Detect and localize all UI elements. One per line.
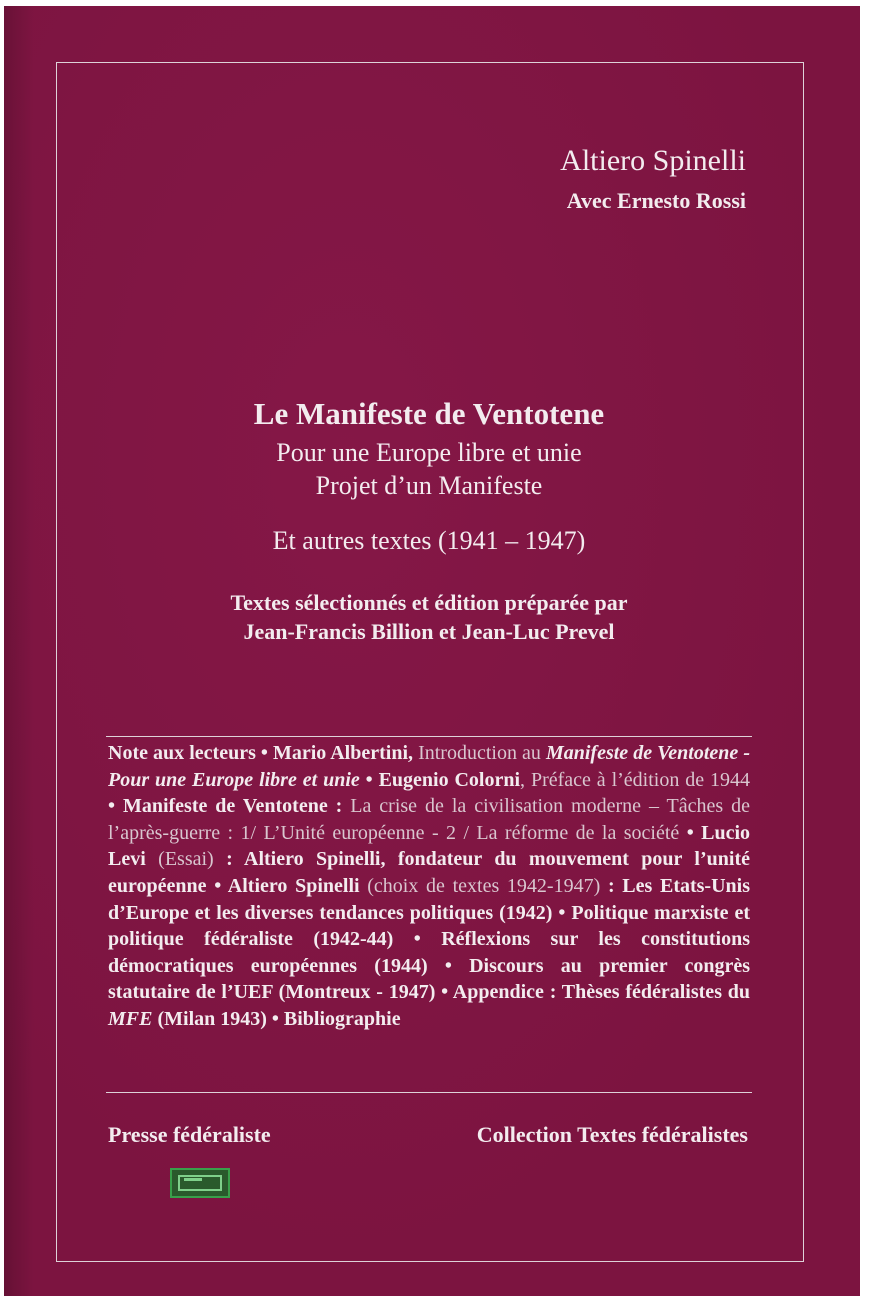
contents-run: MFE <box>108 1007 153 1030</box>
subtitle-line-1: Pour une Europe libre et unie <box>276 438 582 467</box>
subtitle-line-3: Et autres textes (1941 – 1947) <box>272 526 586 555</box>
collection-name: Collection Textes fédéralistes <box>476 1122 748 1147</box>
contents-run: • Lucio Levi <box>108 821 750 871</box>
contents-run: : Altiero Spinelli, fondateur du mouvement pour l’unité européenne • Altiero Spinelli <box>108 848 750 897</box>
contents-run: (Essai) <box>158 848 227 871</box>
contents-run: La crise de la civilisation moderne – Tâches de l’après-guerre : 1/ L’Unité européenne - 2 / La réforme de la société <box>108 795 750 844</box>
contents-bottom-rule <box>106 1092 752 1093</box>
contents-run: : Les Etats-Unis d’Europe et les diverses tendances politiques (1942) • Politique marxiste et politique fédéraliste (1942-44) • Réflexions sur les constitutions démocratiques européennes (1944) • Discours au premier congrès statutaire de l’UEF (Montreux - 1947) • Appendice : Thèses fédéralistes du <box>108 874 750 1004</box>
contents-top-rule <box>106 736 752 737</box>
contents-run: Note aux lecteurs • Mario Albertini, <box>108 742 419 764</box>
editors-line-1: Textes sélectionnés et édition préparée par <box>230 590 628 615</box>
publisher-name: Presse fédéraliste <box>108 1122 271 1147</box>
contents-run: Introduction au <box>418 742 546 764</box>
contents-run: • Manifeste de Ventotene : <box>108 795 351 818</box>
author-name: Altiero Spinelli <box>560 144 746 177</box>
coauthor-name: Avec Ernesto Rossi <box>566 188 746 213</box>
contents-run: , Préface à l’édition de 1944 <box>520 768 751 791</box>
contents-run: • Eugenio Colorni <box>359 768 521 791</box>
cover-frame <box>56 62 804 1262</box>
logo-bar <box>184 1178 202 1181</box>
table-of-contents <box>108 740 750 1033</box>
contents-run: (choix de textes 1942-1947) <box>367 874 608 897</box>
contents-run: (Milan 1943) • Bibliographie <box>152 1007 401 1030</box>
contents-run: Manifeste de Ventotene - Pour une Europe libre et unie <box>108 742 750 791</box>
publisher-logo-icon <box>170 1168 230 1198</box>
book-cover <box>4 6 860 1296</box>
book-title: Le Manifeste de Ventotene <box>253 396 605 431</box>
editors-line-2: Jean-Francis Billion et Jean-Luc Prevel <box>243 619 615 644</box>
subtitle-line-2: Projet d’un Manifeste <box>315 471 543 500</box>
